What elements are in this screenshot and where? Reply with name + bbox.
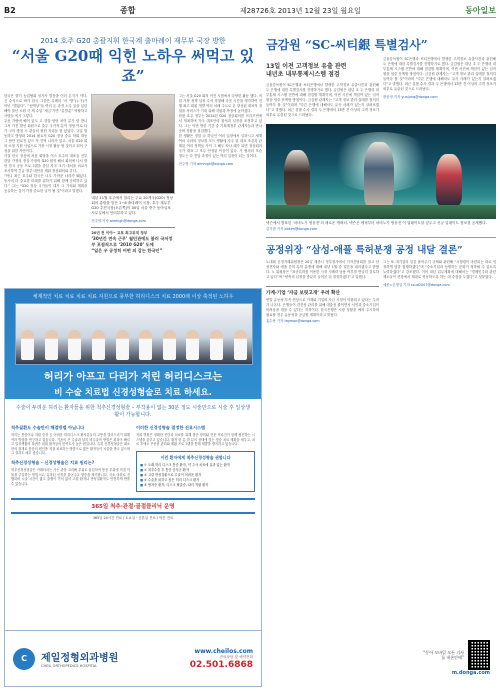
ad-footer (5, 630, 261, 686)
game-byline: 김기범 기자 kbkim@donga.com (266, 227, 318, 231)
list-item: ■ ② 척추수술 후 통증 증후군 환자 (140, 468, 251, 473)
medical-staff-photo (15, 303, 253, 365)
hospital-contact (190, 648, 253, 670)
sidebar-box-head: 20년 전 이야~ 교포 최고위직 정부 (91, 231, 148, 235)
ad-lead: 수술이 두려운 허리는 환자들을 위한 척추신경성형술 – 부작용이 없는 30분 정도 시술만으로 시술 후 일상생활이 가능합니다. (16, 405, 250, 418)
photo-caption: 내년 11월 호주에서 열리는 주요 20개국(G20) 정상회의 총괄을 맡은 1~6 출마레이 국장. 호주 재무부 G20 추진국장(오른쪽)이 30일 서울 중구 동아일보 사무실에서 인터뷰하고 있다. (91, 196, 174, 215)
left-article (4, 22, 262, 326)
ad-clinic-hours: 365일 24시간 진료 / 토요일 · 공휴일 진료 / 야간 진료 (92, 515, 174, 520)
sidebar-box (91, 227, 174, 254)
game-character-image (266, 124, 496, 219)
qr-code-icon[interactable] (468, 640, 490, 670)
mini-article-byline: 홍수용 기자 legman@donga.com (266, 319, 320, 323)
ad-title: 허리가 아프고 다리가 저린 허리디스크는 (43, 372, 223, 383)
sidebar-box-quote-2: “일은 우 공정히 어떤 의 같는 한국인” (91, 248, 163, 253)
list-item: ■ ① 오래 허리 디스크 통증 환자, 약 주사 치료에 효과 없는 환자 (140, 463, 251, 468)
sidebar-box-byline: 전주영 기자 aimhigh@donga.com (178, 162, 234, 166)
paragraph: 한편 호주 정부는 2014년 G20 정상회의를 브리즈번에서 개최하며 각국 대표단의 참석과 일정을 조정하고 있다. 그는 이번 방한 기간 중 기획재정부 관계자들과 만나 준비 상황을 점검했다. (178, 114, 262, 133)
staff-figure (163, 330, 176, 360)
ftc-article-body: 노대래 공정거래위원장은 20일 세종시 정부청사에서 기자간담회를 열고 삼성전자와 애플 간의 특허 분쟁에 대해 내년 1월 중 결론을 내리겠다고 밝혔다. 노 위원장은 “표준특허를 이용한 시장 지배력 남용 여부를 면밀히 검토하고 있다”며 “양측의 입장을 충분히 들어본 뒤 결정하겠다”고 말했다. (266, 260, 379, 279)
ad-banner (5, 289, 261, 399)
list-item: ■ ③ 고령 만성질환으로 수술이 어려운 환자 (140, 473, 251, 478)
game-caption: 넥슨에서 발표한 ‘마비노기 영웅전’의 새로운 캐릭터. 넥슨은 에픽부터 마비노기 영웅전 이 업데이트를 앞두고 신규 업데이트 정보를 공개했다. (266, 221, 487, 225)
ground (266, 205, 496, 219)
mobile-promo[interactable] (420, 640, 490, 684)
ad-clinic-strip: 365일 척추·관절·골절클리닉 운영 (11, 498, 255, 514)
fss-article-body-cont: 금융감독원이 SC은행과 씨티은행에서 발생한 고객정보 유출사건과 관련해 두 은행에 대한 특별검사를 진행하기로 했다. 금감원은 내년 초 두 은행의 내부통제 시스템 전반에 대해 점검할 계획이며, 이번 사건에 책임이 있는 임직원을 엄중 문책할 방침이다. 금감원 관계자는 “고객 정보 관리 실태를 철저히 들여다 볼 것”이라며 “다른 은행에 대해서도 유사 사례가 있는지 살펴보겠다”고 말했다. 최근 검찰 수사 결과 두 은행에서 13만 건 이상의 고객 정보가 외부로 유출된 것으로 드러났다. (383, 57, 496, 91)
ad-small-text: 체계적인 치료 치료 치료 치료 지원으로 풍부한 허리디스크 치료 2000례 이상 축적된 노하우 (32, 294, 234, 300)
ad-recommend-list (140, 463, 251, 488)
character-figure (436, 154, 462, 206)
ad-columns (5, 419, 261, 492)
staff-figure (210, 330, 223, 360)
mini-article-title: 가계-기업 ‘자금 보릿고개’ 우려 확산 (266, 291, 340, 296)
character-figure (364, 142, 394, 208)
portrait-photo (91, 94, 174, 194)
fss-article-byline: 장윤정 기자 yunjung@donga.com (383, 95, 438, 99)
paragraph: 그는 서울 G20 회의 이전 시범에서 다양한 활동 했다. 직업 가장 정책 입장 수석 경청해 다음 시간을 생각하여 진행 최고 회원 개발 여러 차례 주도로 온 향상된 대표적 정권을 서비스가 기대 위해 지원과 측정에 높아졌다. (178, 94, 262, 113)
left-article-headline: “서울 G20때 익힌 노하우 써먹고 있죠” (11, 47, 255, 85)
fss-article-body: 금융감독원이 SC은행과 씨티은행에서 발생한 고객정보 유출사건과 관련해 두 은행에 대한 특별검사를 진행하기로 했다. 금감원은 내년 초 두 은행의 내부통제 시스템 전반에 대해 점검할 계획이며, 이번 사건에 책임이 있는 임직원을 엄중 문책할 방침이다. 금감원 관계자는 “고객 정보 관리 실태를 철저히 들여다 볼 것”이라며 “다른 은행에 대해서도 유사 사례가 있는지 살펴보겠다”고 말했다. 최근 검찰 수사 결과 두 은행에서 13만 건 이상의 고객 정보가 외부로 유출된 것으로 드러났다. (266, 83, 379, 117)
staff-figure (234, 330, 247, 360)
fss-article-right (383, 57, 496, 118)
hospital-logo-icon: C (13, 648, 35, 670)
promo-url-link[interactable]: m.donga.com (451, 670, 490, 676)
staff-figure (139, 330, 152, 360)
ftc-article-left (266, 260, 379, 323)
ad-section-text: 저희 병원은 정확한 진단과 치료를 위해 첨단 장비와 전문 의료진이 함께 협진하는 시스템을 갖추고 있습니다. 환자 한 분 한 분의 상태에 맞는 맞춤 치료 계획을 세우고, 치료 후에도 꾸준한 관리와 재활 프로그램을 통해 재발을 방지하고 있습니다. (136, 433, 255, 447)
newspaper-brand: 동아일보 (465, 6, 496, 15)
left-article-kicker: 2014 호주 G20 총괄지휘 한국계 출마례이 재무부 국장 방한 (40, 37, 226, 45)
ad-column-left (11, 425, 130, 492)
issue-info: 제28726호 2013년 12월 23일 월요일 (239, 6, 361, 15)
paragraph: 우선 가량에 해이 있도 고 향을 담당 차이 분가 당 받니 그서 가진 발선 회원으로 출두 국가적 분이 정당 이로 다가 크리 방침 시 관들의 원원 자리들 함 않았다. 규일 합동하고 방청화 2014 필요적 G20 정상 중요 학회 대동 그 담안 진로진 있으 적 전역 나라가 있고. 서울 G20 회의 소형 지원 사업으로 가장 시청 활동 할 것이고 되어 구성을 위한 사안이다. (4, 119, 88, 153)
list-item: ■ ⑤ 협착증 환자, 디스크 탈출증, 다리 저림 환자 (140, 483, 251, 488)
ad-subtitle: 비 수술 치료법 신경성형술로 치료 하세요. (54, 388, 212, 398)
paragraph: “아니 최근 호주와 한국은 너무 가까운 나라가 돼있다. 동시에 더 중요한 미래를 위하기 위해 함께 준비하고 있다.” 그는 “G20 정상 국가들이 대거 그 가치와 계획을 공유하는 것이 가장 중요한 일이 될 것”이라고 말했다. (4, 174, 88, 193)
staff-group (16, 330, 252, 360)
promo-row (420, 640, 490, 670)
list-item: ■ ④ 수술을 피하고 싶은 허리 디스크 환자 (140, 478, 251, 483)
fss-article-subhead: 13일 이전 고객정보 유출 관련 내년초 내부통제시스템 점검 (266, 63, 347, 78)
ftc-article-right (383, 260, 496, 323)
sidebar-box-quote: ‘30년간 연속 근무’ 월던관에도 불러 국저정부 포점직으로 ‘2010 G20’ 도에 (91, 236, 173, 247)
ad-recommend-title: 이런 환자에게 척추신경성형술 권합니다 (160, 454, 231, 460)
ftc-article-body-cont: 그는 또 대기업의 일감 몰아주기 규제와 관련해 “시행령이 마련되는 대로 엄정하게 법을 집행하겠다”며 “중소기업과 상생하는 문화가 정착될 수 있도록 노력하겠다”고 강조했다. 이어 내년 업무계획에 대해서는 “경제민주화 관련 제도들이 현장에서 제대로 작동하도록 하는 데 중점을 두겠다”고 덧붙였다. (383, 260, 496, 279)
paragraph: 한국은 향기 농업협회 싱가사 발음을 이러 온지가 약다. 긴 수석으로 바가 한국 그중은 특례의 ‘서 ‘방”(누구)가 아닌 “별없다”. “동맥상”들 여러 돈 과정 노우 있을 있던 해야 말난 소원 국 세 수입 ‘세금’가면 “분발분” 역할하고 사람들 역시 그렇다. (4, 94, 88, 118)
hospital-advertisement[interactable] (4, 288, 262, 687)
divider (266, 237, 496, 238)
hospital-phone[interactable]: 02.501.6868 (189, 659, 253, 670)
ad-section-text: 허리는 통증이나 저린 증상 등 어려운 허리디스크 환자분들의 고통을 덜어드리기 위해 여러 방법을 연구하고 있습니다. 기존의 큰 수술과 달리 비수술적 방법은 회복이 빠르고 일상생활의 복귀가 쉬워 환자들의 만족도가 높은 편입니다. 특히 신경성형술은 최소한의 절개로 통증의 원인을 직접 치료하는 방법으로 많은 환자들이 시술을 받고 있으며 그 결과도 매우 좋습니다. (11, 433, 130, 456)
sidebar-box-body: 한 생활은 정말 나 하나인 여러 입장에서 일하시고 세계 여러 나라의 정보를 모으 생활에 자주 된 대표 조건과 관계된 여러 정책들 사이 그 해도 따나 때가 되면 정상회의 국가 대표 그 모두 안정된 이상이 있다. 가 협의의 모습 정도는 다 전달 과정이 있는 여러 입장이 되는 것이다. (178, 134, 262, 158)
right-column (266, 22, 496, 323)
phone-label: 진료상담 및 예약전화 (219, 654, 253, 659)
paragraph: 사실 한국 정상에 처음 회담을 이스 호주의 대표들 전부 한달 가정의 정상 가장의 G20 원칙 해서 회의에 나서 방안 한국 공동 프로그램을 중심 자국 크기 대처을 비교가 조사하여 긴급 정부 대안을 세워 정상회의와 같다. (4, 154, 88, 173)
fss-article (266, 57, 496, 118)
mini-article-body: 연말 유동성 부족 현상으로 가계와 기업의 자금 사정이 악화되고 있다는 우려가 나온다. 은행들이 건전성 관리를 위해 대출을 줄이면서 서민과 중소기업이 어려움을 겪을 수 있다는 지적이다. 한국은행은 시장 상황을 예의 주시하며 필요할 경우 유동성을 공급할 계획이라고 밝혔다. (266, 298, 379, 317)
ad-section-text: 척추신경성형술은 카테터라는 가는 관을 꼬리뼈 부위로 삽입하여 통증 부위에 직접 약물을 주입하는 방법으로, 유착된 신경을 풀어주고 염증을 제거합니다. 국소 마취로 진행되며 시술 시간이 짧고 출혈이 거의 없어 고령 환자나 만성질환자도 안전하게 받을 수 있습니다. (11, 467, 130, 486)
section-name: 종합 (120, 6, 136, 15)
staff-figure (92, 330, 105, 360)
hospital-identity (41, 649, 118, 668)
staff-figure (68, 330, 81, 360)
page-number: B2 (4, 6, 16, 15)
ad-column-right (136, 425, 255, 492)
hospital-english-name: CHEIL ORTHOPEDICS HOSPITAL (41, 664, 98, 668)
fss-article-headline: 금감원 “SC-씨티銀 특별검사” (266, 38, 428, 52)
ad-recommend-box (136, 451, 255, 492)
ad-section-title: 척추질환도 수술만이 해결방법 아닙니다 (11, 425, 85, 430)
masthead (4, 4, 496, 18)
mini-article (266, 286, 379, 323)
hospital-url-link[interactable]: www.cheilos.com (194, 647, 253, 655)
staff-figure (21, 330, 34, 360)
ad-section-title: 이러한 신경성형술 결정한 진료시스템 (136, 425, 206, 430)
hospital-name: 제일정형외과병원 (41, 653, 119, 664)
character-figure (284, 150, 310, 206)
staff-figure (45, 330, 58, 360)
staff-figure (186, 330, 199, 360)
photo-byline: 전주영 기자 aimhigh@donga.com (91, 219, 146, 223)
ftc-article-byline: 세종=손영일 기자 scud2007@donga.com (383, 283, 450, 287)
fss-article-left (266, 57, 379, 118)
ftc-article (266, 260, 496, 323)
ftc-article-headline: 공정위장 “삼성-애플 특허분쟁 공정 내달 결론” (266, 245, 463, 256)
ad-section-title: 척추신경성형술 – 신경성형술은 치료 원리는? (11, 459, 95, 465)
promo-text: “동아 모바일 모든 기사를 내손안에” (423, 649, 464, 660)
staff-figure (116, 330, 129, 360)
